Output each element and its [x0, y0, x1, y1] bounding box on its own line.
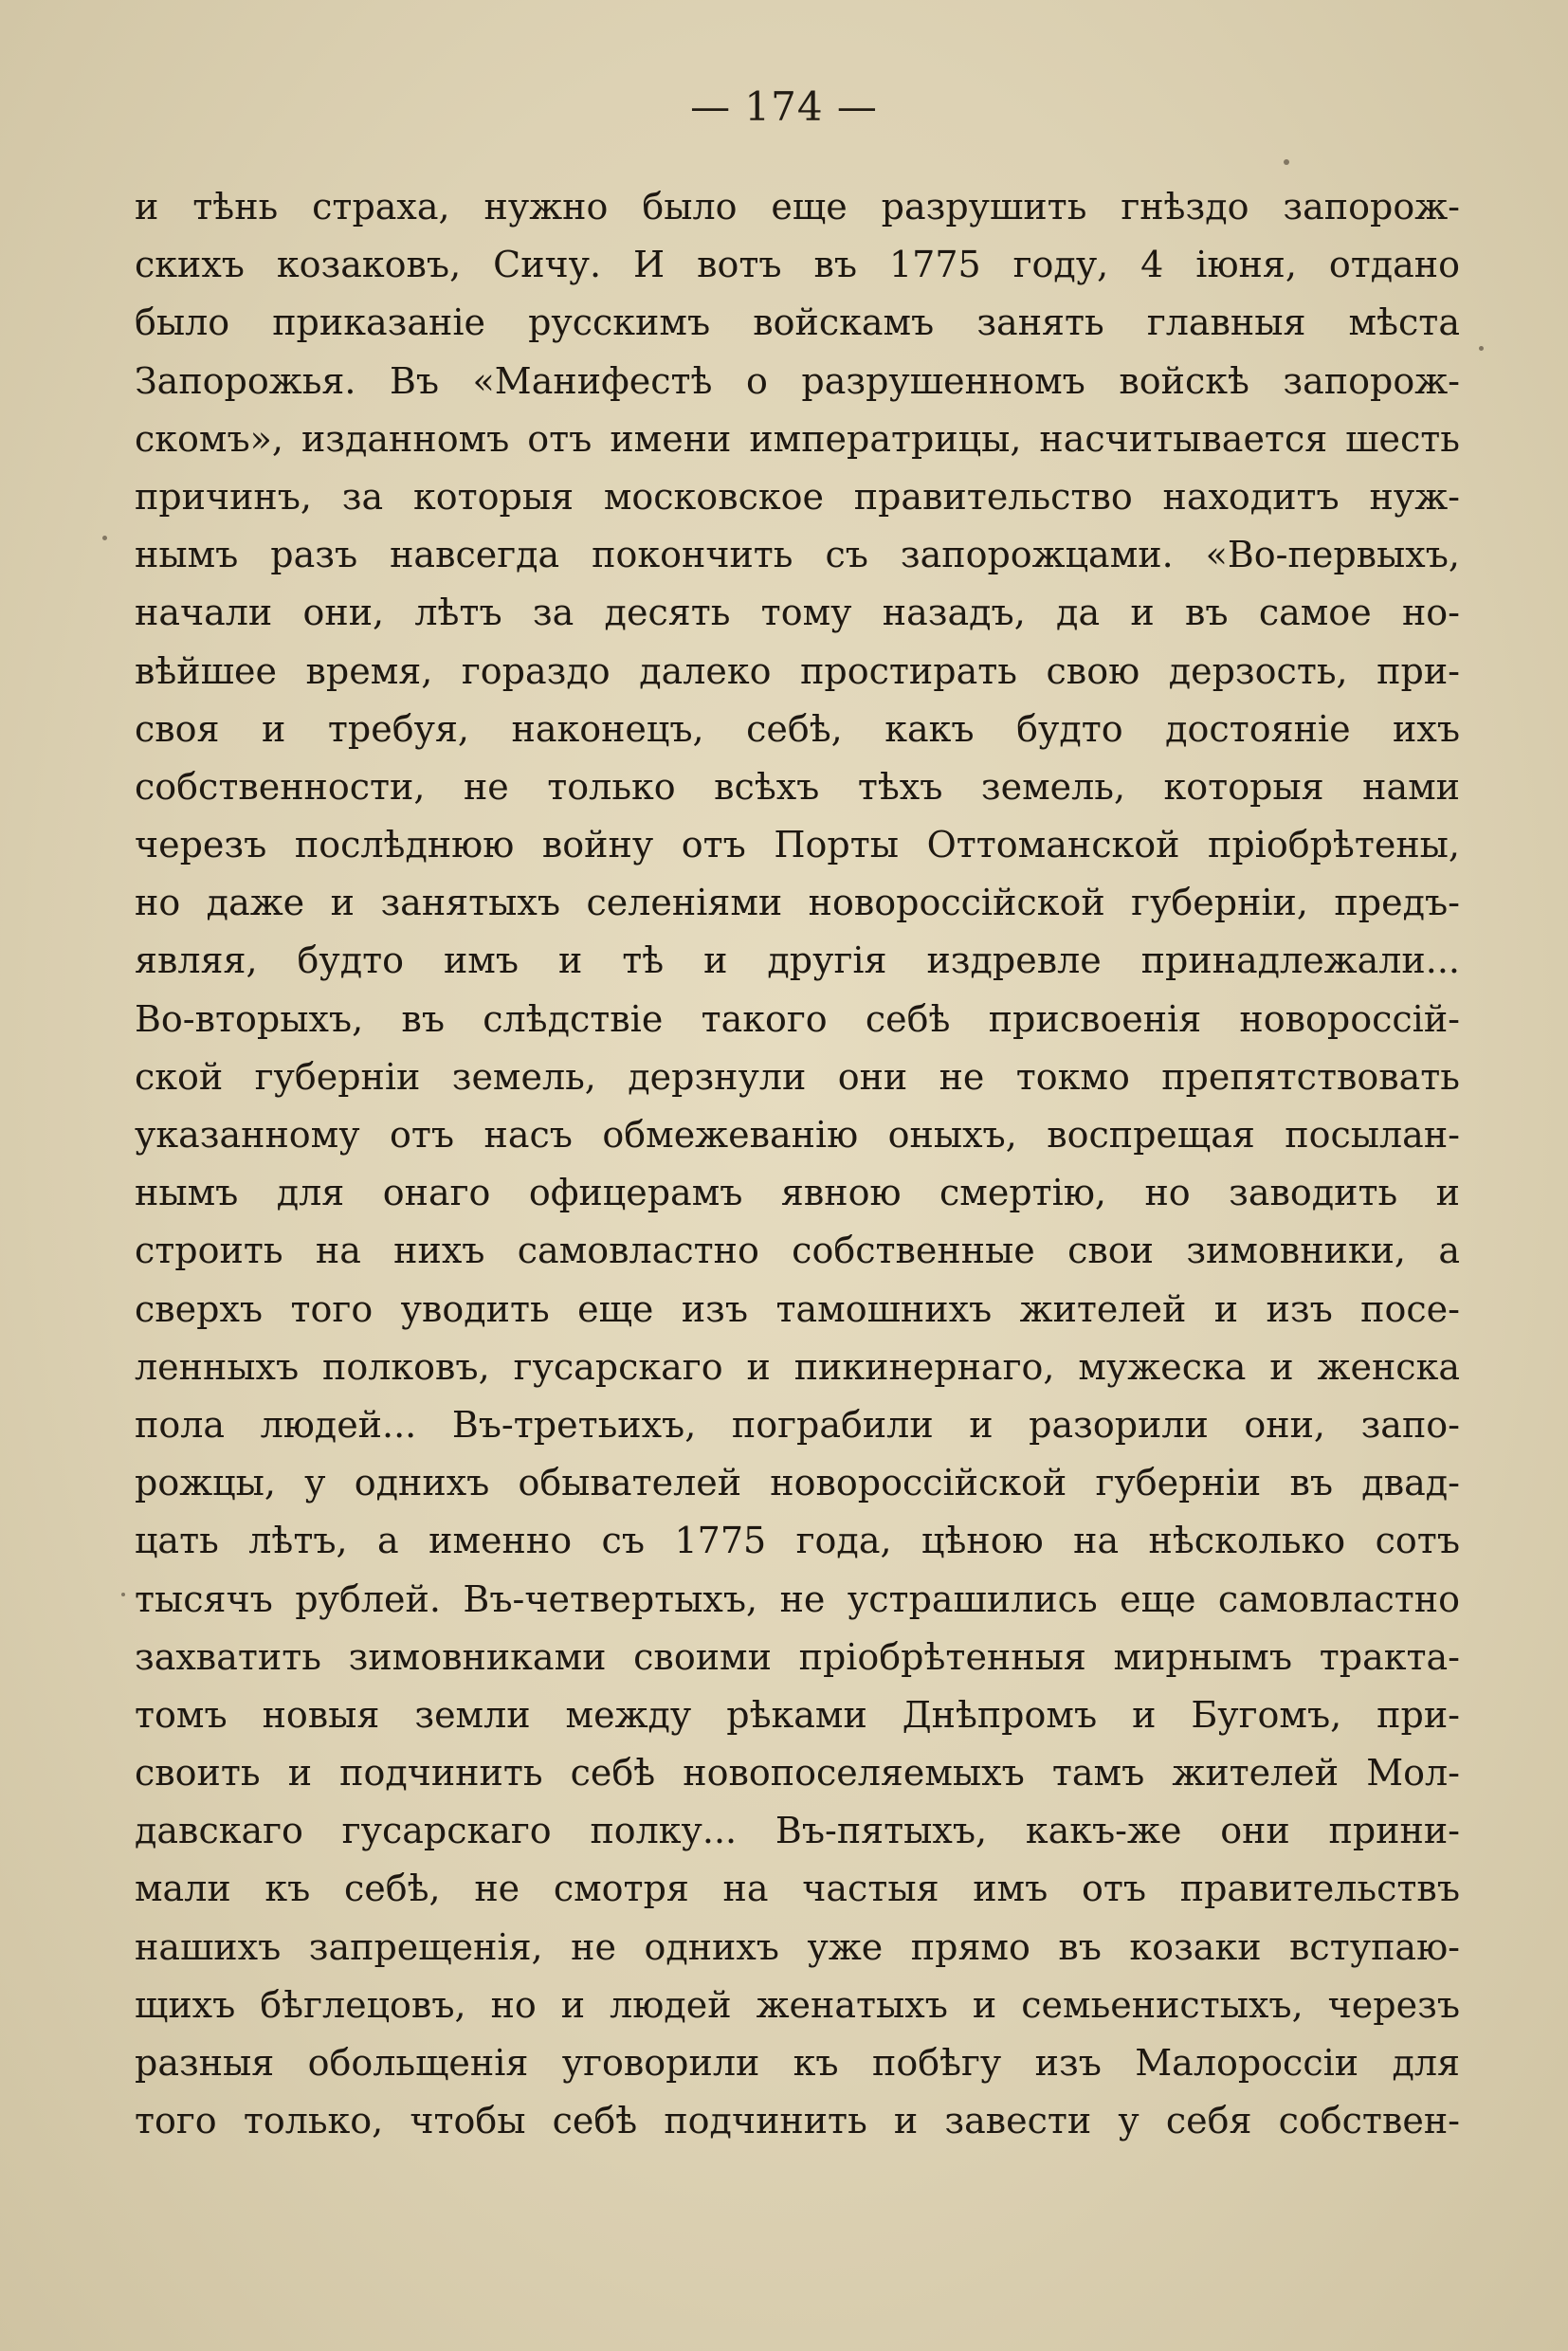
text-line: ской губернiи земель, дерзнули они не токмо препятствовать: [135, 1055, 1460, 1098]
text-line: того только, чтобы себѣ подчинить и завести у себя собствен-: [135, 2100, 1460, 2142]
text-line: пола людей... Въ-третьихъ, пограбили и разорили они, запо-: [135, 1403, 1460, 1446]
text-line: скомъ», изданномъ отъ имени императрицы, насчитывается шесть: [135, 417, 1460, 460]
text-line: и тѣнь страха, нужно было еще разрушить гнѣздо запорож-: [135, 186, 1460, 228]
text-line: было приказанiе русскимъ войскамъ занять главныя мѣста: [135, 301, 1460, 344]
text-line: собственности, не только всѣхъ тѣхъ земель, которыя нами: [135, 765, 1460, 808]
text-line: тысячъ рублей. Въ-четвертыхъ, не устрашились еще самовластно: [135, 1577, 1460, 1620]
text-line: разныя обольщенiя уговорили къ побѣгу изъ Малороссiи для: [135, 2042, 1460, 2084]
text-line: нашихъ запрещенiя, не однихъ уже прямо въ козаки вступаю-: [135, 1925, 1460, 1968]
paper-speck: [121, 1593, 125, 1596]
text-line: строить на нихъ самовластно собственные свои зимовники, а: [135, 1230, 1460, 1272]
text-line: ленныхъ полковъ, гусарскаго и пикинернаго, мужеска и женска: [135, 1345, 1460, 1388]
text-line: мали къ себѣ, не смотря на частыя имъ отъ правительствъ: [135, 1868, 1460, 1910]
text-line: щихъ бѣглецовъ, но и людей женатыхъ и семьенистыхъ, черезъ: [135, 1983, 1460, 2026]
text-line: своить и подчинить себѣ новопоселяемыхъ тамъ жителей Мол-: [135, 1752, 1460, 1795]
text-line: сверхъ того уводить еще изъ тамошнихъ жителей и изъ посе-: [135, 1287, 1460, 1330]
text-line: нымъ разъ навсегда покончить съ запорожцами. «Во-первыхъ,: [135, 534, 1460, 576]
text-line: но даже и занятыхъ селенiями новороссiйской губернiи, предъ-: [135, 882, 1460, 924]
text-line: черезъ послѣднюю войну отъ Порты Оттоманской прiобрѣтены,: [135, 824, 1460, 866]
text-line: указанному отъ насъ обмежеванiю оныхъ, воспрещая посылан-: [135, 1114, 1460, 1156]
text-line: являя, будто имъ и тѣ и другiя издревле принадлежали...: [135, 939, 1460, 982]
text-line: нымъ для онаго офицерамъ явною смертiю, но заводить и: [135, 1172, 1460, 1214]
paper-speck: [1479, 346, 1484, 351]
text-line: своя и требуя, наконецъ, себѣ, какъ будто достоянiе ихъ: [135, 707, 1460, 750]
text-line: рожцы, у однихъ обывателей новороссiйской губернiи въ двад-: [135, 1462, 1460, 1504]
paper-speck: [1284, 159, 1289, 165]
text-line: вѣйшее время, гораздо далеко простирать свою дерзость, при-: [135, 649, 1460, 692]
body-text: [135, 178, 1460, 2150]
text-line: Во-вторыхъ, въ слѣдствiе такого себѣ присвоенiя новороссiй-: [135, 997, 1460, 1040]
text-line: скихъ козаковъ, Сичу. И вотъ въ 1775 году, 4 iюня, отдано: [135, 244, 1460, 286]
text-line: начали они, лѣтъ за десять тому назадъ, да и въ самое но-: [135, 592, 1460, 634]
text-line: причинъ, за которыя московское правительство находитъ нуж-: [135, 475, 1460, 518]
text-line: Запорожья. Въ «Манифестѣ о разрушенномъ войскѣ запорож-: [135, 359, 1460, 402]
text-line: захватить зимовниками своими прiобрѣтенныя мирнымъ тракта-: [135, 1635, 1460, 1678]
page-number: — 174 —: [690, 83, 878, 130]
text-line: цать лѣтъ, а именно съ 1775 года, цѣною на нѣсколько сотъ: [135, 1520, 1460, 1562]
text-line: давскаго гусарскаго полку... Въ-пятыхъ, какъ-же они прини-: [135, 1810, 1460, 1852]
text-line: томъ новыя земли между рѣками Днѣпромъ и Бугомъ, при-: [135, 1693, 1460, 1736]
paper-speck: [102, 536, 107, 540]
